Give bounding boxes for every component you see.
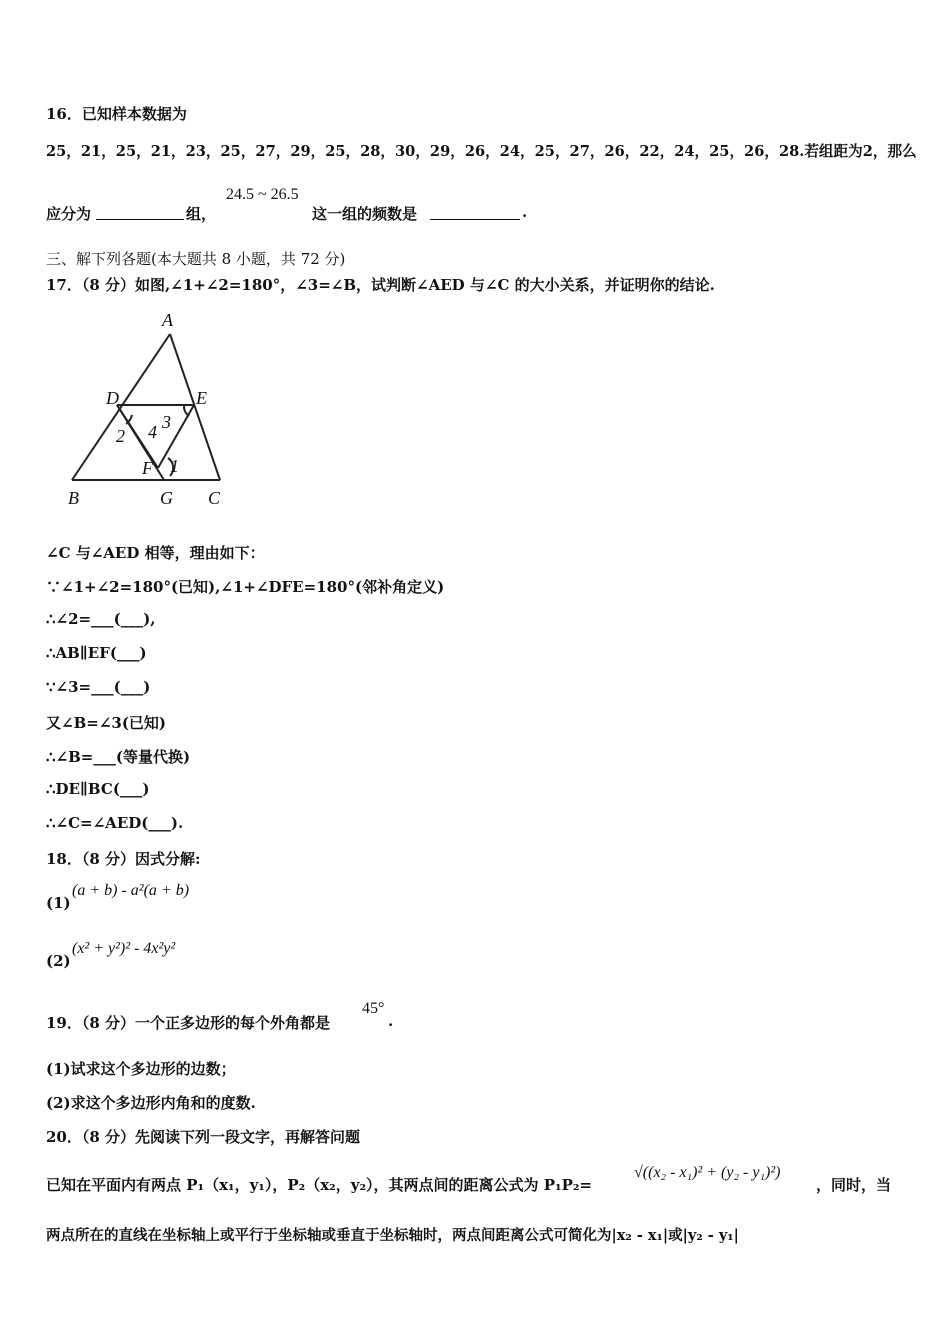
q17-proof-line-3[interactable]: ∴∠2=___(___), [46,610,156,628]
q20-distance-formula: √((x₂ - x₁)² + (y₂ - y₁)²) [634,1164,781,1181]
label-e: E [196,388,207,408]
label-f: F [142,458,153,478]
angle-arc-3 [184,405,189,416]
q19-heading: 19．（8 分）一个正多边形的每个外角都是 [46,1014,331,1032]
q18-p1-expression: (a + b) - a²(a + b) [72,882,190,899]
q16-end: . [522,203,528,221]
label-4: 4 [148,422,157,442]
segment-ab [72,334,170,480]
q17-proof-line-1: ∠C 与∠AED 相等，理由如下： [46,544,265,562]
q17-proof-line-7[interactable]: ∴∠B=___(等量代换) [46,748,191,766]
q17-figure [60,308,240,522]
q18-p2-label: (2) [46,952,71,970]
label-a: A [162,310,173,330]
section-3-heading: 三、解下列各题(本大题共 8 小题，共 72 分) [46,250,346,268]
q17-proof-line-6: 又∠B=∠3(已知) [46,714,167,732]
q16-range: 24.5 ~ 26.5 [226,186,299,203]
q19-part-1: (1)试求这个多边形的边数； [46,1060,236,1078]
q16-mid-text: 组， [186,205,217,223]
q18-p2-expression: (x² + y²)² - 4x²y² [72,940,176,957]
q20-line-1 [46,1158,906,1194]
q20-line1-a: 已知在平面内有两点 P₁（x₁，y₁），P₂（x₂，y₂），其两点间的距离公式为 P₁P₂= [46,1176,593,1194]
q17-proof-line-8[interactable]: ∴DE∥BC(___) [46,780,150,798]
q17-proof-line-5[interactable]: ∵∠3=___(___) [46,678,151,696]
label-g: G [160,488,173,508]
label-2: 2 [116,426,125,446]
q18-heading: 18．（8 分）因式分解: [46,850,201,868]
q19-angle: 45° [362,1000,385,1017]
q17-heading: 17．（8 分）如图,∠1+∠2=180°，∠3=∠B，试判断∠AED 与∠C 的大小关系，并证明你的结论. [46,276,715,294]
q16-blank-groups[interactable] [96,205,184,220]
triangle-diagram [60,308,240,518]
q16-blank-frequency[interactable] [430,205,520,220]
label-1: 1 [170,456,179,476]
q20-heading: 20．（8 分）先阅读下列一段文字，再解答问题 [46,1128,361,1146]
q19-part-2: (2)求这个多边形内角和的度数. [46,1094,256,1112]
label-b: B [68,488,79,508]
q18-p1-label: (1) [46,894,71,912]
q16-pre-text: 应分为 [46,205,92,223]
q16-post-text: 这一组的频数是 [312,205,418,223]
q17-proof-line-2: ∵∠1+∠2=180°(已知),∠1+∠DFE=180°(邻补角定义) [46,578,445,596]
q17-proof-line-9[interactable]: ∴∠C=∠AED(___). [46,814,184,832]
q20-line1-b: ，同时，当 [816,1176,892,1194]
q16-heading: 16．已知样本数据为 [46,105,187,123]
label-3: 3 [162,412,171,432]
q20-line-2: 两点所在的直线在坐标轴上或平行于坐标轴或垂直于坐标轴时，两点间距离公式可简化为|x₂ - x₁|或|y₂ - y₁| [46,1227,739,1244]
q19-end: . [388,1012,394,1030]
label-c: C [208,488,221,508]
q16-data-line: 25，21，25，21，23，25，27，29，25，28，30，29，26，24，25，27，26，22，24，25，26，28.若组距为2，那么 [46,143,917,160]
label-d: D [106,388,119,408]
q17-proof-line-4[interactable]: ∴AB∥EF(___) [46,644,147,662]
